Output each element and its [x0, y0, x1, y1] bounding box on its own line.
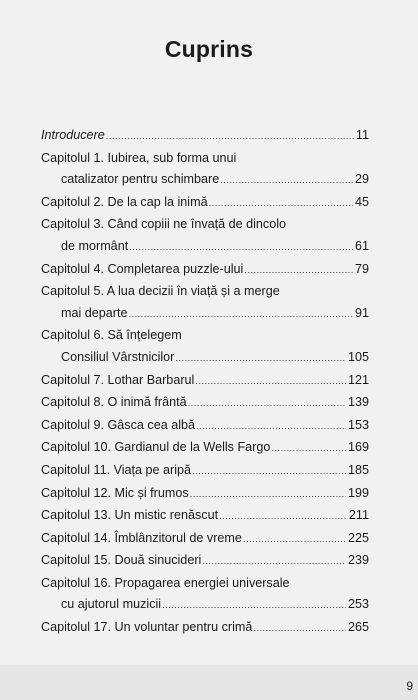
dot-leader — [202, 551, 346, 573]
toc-entry — [41, 528, 369, 551]
toc-page-number: 199 — [347, 485, 369, 500]
toc-line — [41, 550, 369, 573]
toc-page-number: 105 — [347, 349, 369, 364]
toc-entry-title: Capitolul 16. Propagarea energiei universale — [41, 575, 290, 590]
page-title: Cuprins — [164, 36, 254, 62]
toc-line — [41, 169, 369, 192]
toc-entry-title: Capitolul 15. Două sinucideri — [41, 553, 202, 568]
toc-entry — [41, 415, 369, 438]
toc-line — [41, 236, 369, 259]
toc-page-number: 139 — [347, 395, 369, 410]
toc-entry — [41, 617, 369, 640]
toc-entry-title: Capitolul 12. Mic și frumos — [41, 485, 189, 500]
toc-entry-title: Consiliul Vârstnicilor — [61, 349, 175, 364]
toc-line — [41, 125, 369, 148]
toc-entry-title: Capitolul 4. Completarea puzzle-ului — [41, 261, 244, 276]
toc-line — [41, 617, 369, 640]
dot-leader — [209, 193, 353, 215]
toc-line — [41, 303, 369, 326]
dot-leader — [129, 237, 353, 259]
dot-leader — [243, 529, 346, 551]
toc-page-number: 253 — [347, 597, 369, 612]
toc-page-number: 91 — [354, 305, 369, 320]
toc-page-number: 121 — [347, 372, 369, 387]
toc-entry — [41, 460, 369, 483]
toc-page-number: 29 — [354, 172, 369, 187]
toc-entry-title: cu ajutorul muzicii — [61, 597, 162, 612]
toc-entry — [41, 550, 369, 573]
toc-entry — [41, 573, 369, 617]
toc-entry-title: Capitolul 1. Iubirea, sub forma unui — [41, 150, 237, 165]
dot-leader — [188, 393, 346, 415]
toc-line — [41, 528, 369, 551]
toc-entry — [41, 392, 369, 415]
toc-page-number: 61 — [354, 238, 369, 253]
toc-entry-title: Capitolul 14. Îmblânzitorul de vreme — [41, 530, 242, 545]
toc-line — [41, 573, 369, 595]
dot-leader — [196, 416, 346, 438]
dot-leader — [192, 461, 346, 483]
toc-entry-title: Capitolul 3. Când copiii ne învață de dincolo — [41, 217, 287, 232]
toc-entry-title: Capitolul 13. Un mistic renăscut — [41, 508, 219, 523]
page-number: 9 — [406, 679, 413, 693]
toc-page-number: 79 — [354, 261, 369, 276]
toc-entry — [41, 214, 369, 258]
dot-leader — [271, 438, 346, 460]
toc-entry-title: Capitolul 10. Gardianul de la Wells Fargo — [41, 440, 271, 455]
toc-entry — [41, 325, 369, 369]
dot-leader — [162, 595, 346, 617]
dot-leader — [195, 371, 346, 393]
toc-line — [41, 415, 369, 438]
dot-leader — [190, 484, 346, 506]
toc-entry-title: Capitolul 5. A lua decizii în viață și a merge — [41, 284, 280, 299]
toc-entry — [41, 192, 369, 215]
toc-line — [41, 214, 369, 236]
toc-entry-title: Capitolul 11. Viața pe aripă — [41, 462, 192, 477]
toc-line — [41, 148, 369, 170]
toc-page-number: 185 — [347, 462, 369, 477]
toc-line — [41, 460, 369, 483]
toc-line — [41, 325, 369, 347]
toc-page-number: 169 — [347, 440, 369, 455]
toc-line — [41, 370, 369, 393]
toc-page-number: 265 — [347, 620, 369, 635]
toc-line — [41, 281, 369, 303]
toc-page-number: 225 — [347, 530, 369, 545]
toc-entry-title: Capitolul 7. Lothar Barbarul — [41, 372, 195, 387]
dot-leader — [175, 348, 346, 370]
toc-entry-title: Capitolul 2. De la cap la inimă — [41, 194, 208, 209]
toc-line — [41, 347, 369, 370]
toc-line — [41, 392, 369, 415]
toc-page-number: 211 — [348, 508, 369, 523]
dot-leader — [219, 506, 347, 528]
toc-entry-title: Capitolul 17. Un voluntar pentru crimă — [41, 620, 253, 635]
toc-line — [41, 437, 369, 460]
dot-leader — [253, 618, 346, 640]
dot-leader — [220, 170, 353, 192]
toc-entry-title: Capitolul 8. O inimă frântă — [41, 395, 187, 410]
toc-page-number: 153 — [347, 417, 369, 432]
toc-entry — [41, 505, 369, 528]
toc-line — [41, 483, 369, 506]
dot-leader — [129, 304, 353, 326]
toc-entry-title: mai departe — [61, 305, 128, 320]
toc-entry — [41, 125, 369, 148]
toc-entry-title: Introducere — [41, 128, 105, 142]
toc-line — [41, 192, 369, 215]
toc-line — [41, 594, 369, 617]
toc-entry — [41, 370, 369, 393]
toc-entry-title: catalizator pentru schimbare — [61, 172, 220, 187]
toc-entry — [41, 437, 369, 460]
dot-leader — [244, 260, 353, 282]
toc-page-number: 45 — [354, 194, 369, 209]
toc-entry-title: Capitolul 9. Gâsca cea albă — [41, 417, 196, 432]
dot-leader — [106, 126, 354, 148]
toc-line — [41, 505, 369, 528]
toc-entry — [41, 148, 369, 192]
table-of-contents — [41, 125, 369, 640]
toc-line — [41, 259, 369, 282]
toc-entry — [41, 259, 369, 282]
toc-page-number: 239 — [347, 553, 369, 568]
toc-entry-title: de mormânt — [61, 238, 129, 253]
toc-entry — [41, 483, 369, 506]
toc-entry-title: Capitolul 6. Să înțelegem — [41, 328, 182, 343]
toc-page-number: 11 — [355, 128, 369, 142]
toc-entry — [41, 281, 369, 325]
